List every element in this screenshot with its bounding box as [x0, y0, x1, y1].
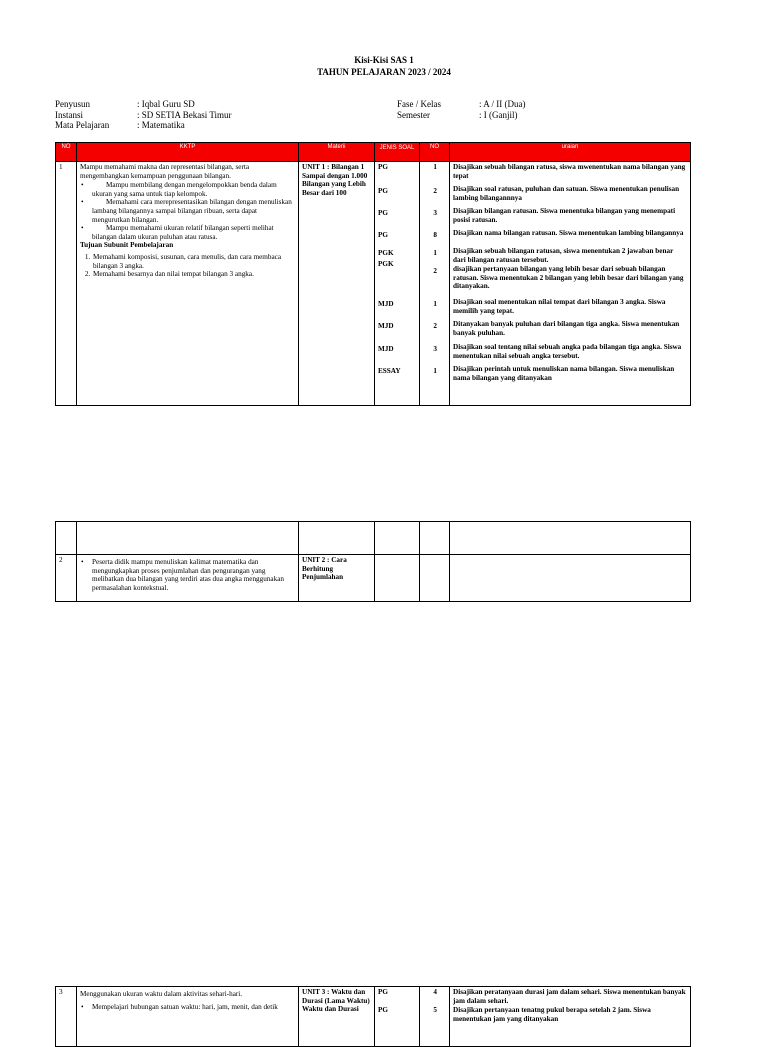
kktp-bullet: • Memahami cara merepresentasikan bilangan dengan menuliskan lambang bilangannya sampai bilangan ribuan, serta dapat mengurutkan bilangan.	[92, 198, 295, 224]
meta-label: Fase / Kelas	[397, 99, 441, 109]
kktp-cell	[77, 555, 299, 602]
meta-right-block	[397, 99, 526, 120]
header-materi: Materii	[299, 143, 375, 162]
no-soal-value: 3	[433, 345, 437, 353]
kktp-bullet-list	[80, 1003, 295, 1012]
tujuan-list	[80, 253, 295, 279]
tujuan-item: 1. Memahami komposisi, susunan, cara menulis, dan cara membaca bilangan 3 angka.	[92, 253, 295, 270]
jenis-soal-value: PGK	[378, 249, 394, 257]
table-row	[56, 555, 691, 602]
meta-row-penyusun	[55, 99, 232, 110]
jenis-soal-value: MJD	[378, 300, 394, 308]
materi-cell: UNIT 2 : Cara Berhitung Penjumlahan	[299, 555, 375, 602]
tujuan-item: 2. Memahami besarnya dan nilai tempat bilangan 3 angka.	[92, 270, 295, 279]
meta-label: Instansi	[55, 109, 83, 120]
uraian-cell	[450, 987, 691, 1047]
meta-value: : A / II (Dua)	[479, 99, 526, 109]
uraian-value: Disajikan sebuah bilangan ratusa, siswa mwenentukan nama bilangan yang tepat	[453, 163, 686, 180]
meta-value: : SD SETIA Bekasi Timur	[137, 109, 232, 120]
no-soal-value: 1	[433, 249, 437, 257]
uraian-value: Disajikan perintah untuk menuliskan nama bilangan. Siswa menuliskan nama bilangan yang ditanyakan	[453, 365, 675, 382]
jenis-soal-value: PG	[378, 209, 388, 217]
no-soal-cell	[420, 987, 450, 1047]
meta-value: : Iqbal Guru SD	[137, 99, 195, 109]
meta-row-fase	[397, 99, 526, 110]
no-soal-value: 1	[433, 300, 437, 308]
uraian-cell	[450, 162, 691, 406]
meta-label: Penyusun	[55, 99, 91, 109]
meta-value: : I (Ganjil)	[479, 109, 518, 120]
jenis-soal-cell	[375, 987, 420, 1047]
kktp-cell	[77, 987, 299, 1047]
table-row	[56, 162, 691, 406]
row-number: 1	[56, 162, 77, 406]
no-soal-value: 8	[433, 231, 437, 239]
kisi-table-1	[55, 142, 691, 406]
kktp-bullet: • Mampu membilang dengan mengelompokkan benda dalam ukuran yang sama untuk tiap kelompok.	[92, 181, 295, 198]
jenis-soal-cell	[375, 162, 420, 406]
document-title: Kisi-Kisi SAS 1	[354, 55, 414, 65]
uraian-value: Disajikan soal ratusan, puluhan dan satuan. Siswa menentukan penulisan lambing bilangannnya	[453, 185, 680, 202]
no-soal-value: 2	[433, 267, 437, 275]
uraian-value: Ditanyakan banyak puluhan dari bilangan tiga angka. Siswa menentukan banyak puluhan.	[453, 320, 680, 337]
row-number: 2	[56, 555, 77, 602]
uraian-value: disajikan pertanyaan bilangan yang lebih besar dari sebuah bilangan ratusan. Siswa menentukan 2 bilangan yang lebih besar dari bilangan yang ditanyakan.	[453, 265, 684, 291]
no-soal-value: 5	[433, 1006, 437, 1014]
materi-cell: UNIT 1 : Bilangan 1 Sampai dengan 1.000 Bilangan yang Lebih Besar dari 100	[299, 162, 375, 406]
kktp-bullet: • Peserta didik mampu menuliskan kalimat matematika dan mengungkapkan proses penjumlahan dan pengurangan yang melibatkan dua bilangan yang terdiri atas dua angka menggunakan permasalahan kontekstual.	[92, 558, 295, 592]
uraian-value: Disajikan sebuah bilangan ratusan, siswa menentukan 2 jawaban benar dari bilangan ratusan tersebut.	[453, 247, 674, 264]
uraian-value: Disajikan soal menentukan nilai tempat dari bilangan 3 angka. Siswa memilih yang tepat.	[453, 298, 666, 315]
uraian-value: Disajikan nama bilangan ratusan. Siswa menentukan lambing bilangannya	[453, 229, 684, 237]
header-uraian: uraian	[450, 143, 691, 162]
jenis-soal-value: PGK	[378, 260, 394, 268]
jenis-soal-value: ESSAY	[378, 367, 401, 375]
header-no: NO	[56, 143, 77, 162]
header-jenis-soal: JENIS SOAL	[375, 143, 420, 162]
no-soal-value: 1	[433, 367, 437, 375]
kktp-cell	[77, 162, 299, 406]
meta-label: Mata Pelajaran	[55, 120, 110, 130]
meta-row-mapel	[55, 120, 232, 131]
kktp-bullet-list	[80, 558, 295, 592]
no-soal-value: 3	[433, 209, 437, 217]
no-soal-value: 4	[433, 988, 437, 996]
kktp-intro: Menggunakan ukuran waktu dalam aktivitas sehari-hari.	[80, 990, 243, 998]
meta-row-semester	[397, 110, 526, 121]
jenis-soal-value: PG	[378, 163, 388, 171]
document-subtitle: TAHUN PELAJARAN 2023 / 2024	[317, 67, 451, 77]
kisi-table-2	[55, 521, 691, 602]
kktp-bullet: • Mempelajari hubungan satuan waktu: hari, jam, menit, dan detik	[92, 1003, 295, 1012]
jenis-soal-value: PG	[378, 231, 388, 239]
kktp-bullet-list	[80, 181, 295, 241]
kktp-intro: Mampu memahami makna dan representasi bilangan, serta mengembangkan kemampuan penggunaan bilangan.	[80, 163, 250, 180]
kisi-table-3	[55, 986, 691, 1047]
jenis-soal-value: PG	[378, 1006, 388, 1014]
jenis-soal-value: PG	[378, 187, 388, 195]
uraian-value: Disajikan soal tentang nilai sebuah angka pada bilangan tiga angka. Siswa menentukan nilai sebuah angka tersebut.	[453, 343, 682, 360]
kktp-bullet: • Mampu memahami ukuran relatif bilangan seperti melihat bilangan dalam ukuran puluhan atau ratusa.	[92, 224, 295, 241]
table-row-empty	[56, 522, 691, 555]
meta-left-block	[55, 99, 232, 131]
jenis-soal-value: MJD	[378, 345, 394, 353]
jenis-soal-value: PG	[378, 988, 388, 996]
uraian-value: Disajikan bilangan ratusan. Siswa menentuka bilangan yang menempati posisi ratusan.	[453, 207, 676, 224]
header-kktp: KKTP	[77, 143, 299, 162]
no-soal-value: 1	[433, 163, 437, 171]
meta-value: : Matematika	[137, 120, 185, 130]
table-header-row	[56, 143, 691, 162]
meta-label: Semester	[397, 109, 430, 120]
meta-row-instansi	[55, 110, 232, 121]
header-no-soal: NO	[420, 143, 450, 162]
row-number: 3	[56, 987, 77, 1047]
tujuan-title: Tujuan Subunit Pembelajaran	[80, 241, 174, 250]
no-soal-cell	[420, 162, 450, 406]
materi-cell: UNIT 3 : Waktu dan Durasi (Lama Waktu) Waktu dan Durasi	[299, 987, 375, 1047]
table-row	[56, 987, 691, 1047]
no-soal-value: 2	[433, 322, 437, 330]
uraian-value: Disajikan pertanyaan tenatng pukul berapa setelah 2 jam. Siswa menentukan jam yang ditanyakan	[453, 1006, 651, 1023]
no-soal-value: 2	[433, 187, 437, 195]
uraian-value: Disajikan peratanyaan durasi jam dalam sehari. Siswa menentukan banyak jam dalam sehari.	[453, 988, 686, 1005]
jenis-soal-value: MJD	[378, 322, 394, 330]
